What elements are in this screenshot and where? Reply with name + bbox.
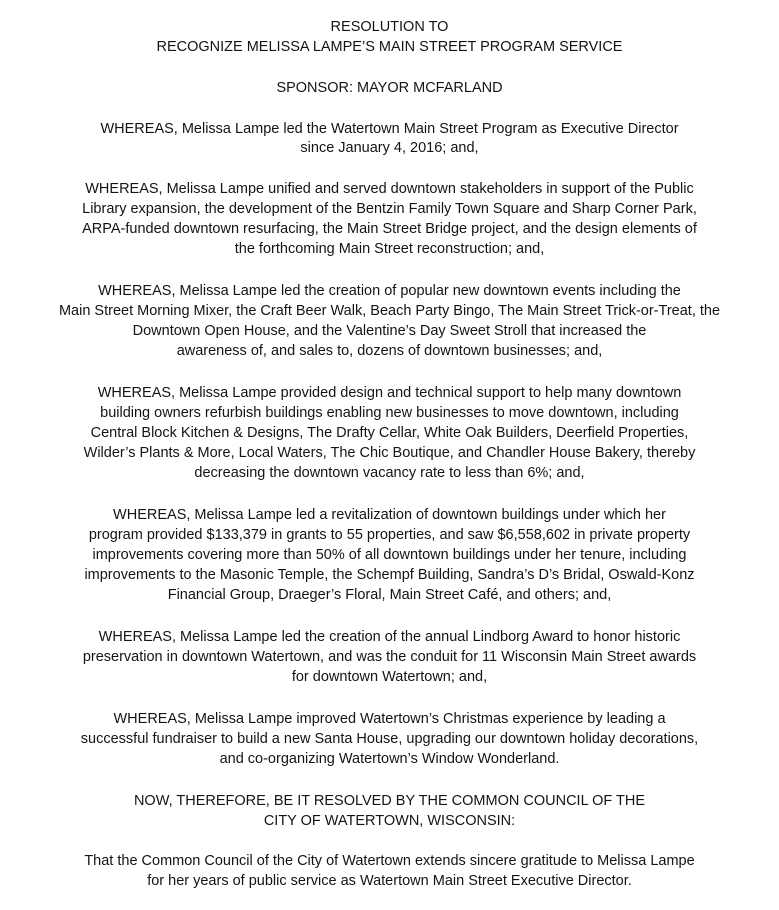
clause-line: Central Block Kitchen & Designs, The Drafty Cellar, White Oak Builders, Deerfield Properties,	[90, 425, 689, 441]
document-title-line-2: RECOGNIZE MELISSA LAMPE’S MAIN STREET PROGRAM SERVICE	[156, 39, 623, 55]
clause-line: decreasing the downtown vacancy rate to less than 6%; and,	[194, 465, 585, 481]
clause-line: Library expansion, the development of the Bentzin Family Town Square and Sharp Corner Park,	[82, 201, 697, 217]
clause-line: improvements to the Masonic Temple, the Schempf Building, Sandra’s D’s Bridal, Oswald-Konz	[84, 567, 695, 583]
sponsor-line: SPONSOR: MAYOR MCFARLAND	[276, 80, 503, 96]
document-title-line-1: RESOLUTION TO	[330, 19, 449, 35]
clause-line: for downtown Watertown; and,	[291, 669, 488, 685]
clause-line: the forthcoming Main Street reconstruction; and,	[234, 241, 545, 257]
clause-line: Wilder’s Plants & More, Local Waters, The Chic Boutique, and Chandler House Bakery, thereby	[83, 445, 696, 461]
clause-line: program provided $133,379 in grants to 55 properties, and saw $6,558,602 in private property	[88, 527, 691, 543]
clause-line: successful fundraiser to build a new Santa House, upgrading our downtown holiday decorations,	[80, 731, 699, 747]
clause-line: WHEREAS, Melissa Lampe provided design and technical support to help many downtown	[97, 385, 682, 401]
clause-line: building owners refurbish buildings enabling new businesses to move downtown, including	[100, 405, 679, 421]
clause-line: WHEREAS, Melissa Lampe led the Watertown Main Street Program as Executive Director	[100, 121, 679, 137]
clause-line: That the Common Council of the City of Watertown extends sincere gratitude to Melissa Lampe	[84, 853, 695, 869]
clause-line: WHEREAS, Melissa Lampe unified and served downtown stakeholders in support of the Public	[85, 181, 694, 197]
clause-line: and co-organizing Watertown’s Window Wonderland.	[219, 751, 560, 767]
clause-line: for her years of public service as Watertown Main Street Executive Director.	[147, 873, 632, 889]
clause-line: WHEREAS, Melissa Lampe led the creation of the annual Lindborg Award to honor historic	[98, 629, 681, 645]
clause-line: Downtown Open House, and the Valentine’s Day Sweet Stroll that increased the	[132, 323, 647, 339]
clause-line: CITY OF WATERTOWN, WISCONSIN:	[263, 813, 516, 829]
clause-line: improvements covering more than 50% of all downtown buildings under her tenure, including	[92, 547, 687, 563]
clause-line: WHEREAS, Melissa Lampe led a revitalization of downtown buildings under which her	[113, 507, 666, 523]
clause-line: WHEREAS, Melissa Lampe improved Watertown’s Christmas experience by leading a	[113, 711, 666, 727]
clause-line: preservation in downtown Watertown, and was the conduit for 11 Wisconsin Main Street awards	[82, 649, 697, 665]
clause-line: Financial Group, Draeger’s Floral, Main Street Café, and others; and,	[167, 587, 612, 603]
clause-line: ARPA-funded downtown resurfacing, the Main Street Bridge project, and the design elements of	[82, 221, 697, 237]
clause-line: NOW, THEREFORE, BE IT RESOLVED BY THE COMMON COUNCIL OF THE	[133, 793, 646, 809]
clause-line: awareness of, and sales to, dozens of downtown businesses; and,	[176, 343, 603, 359]
clause-line: since January 4, 2016; and,	[300, 140, 479, 156]
clause-line: WHEREAS, Melissa Lampe led the creation of popular new downtown events including the	[98, 283, 681, 299]
clause-line: Main Street Morning Mixer, the Craft Beer Walk, Beach Party Bingo, The Main Street Trick-or-Treat, the	[58, 303, 721, 319]
